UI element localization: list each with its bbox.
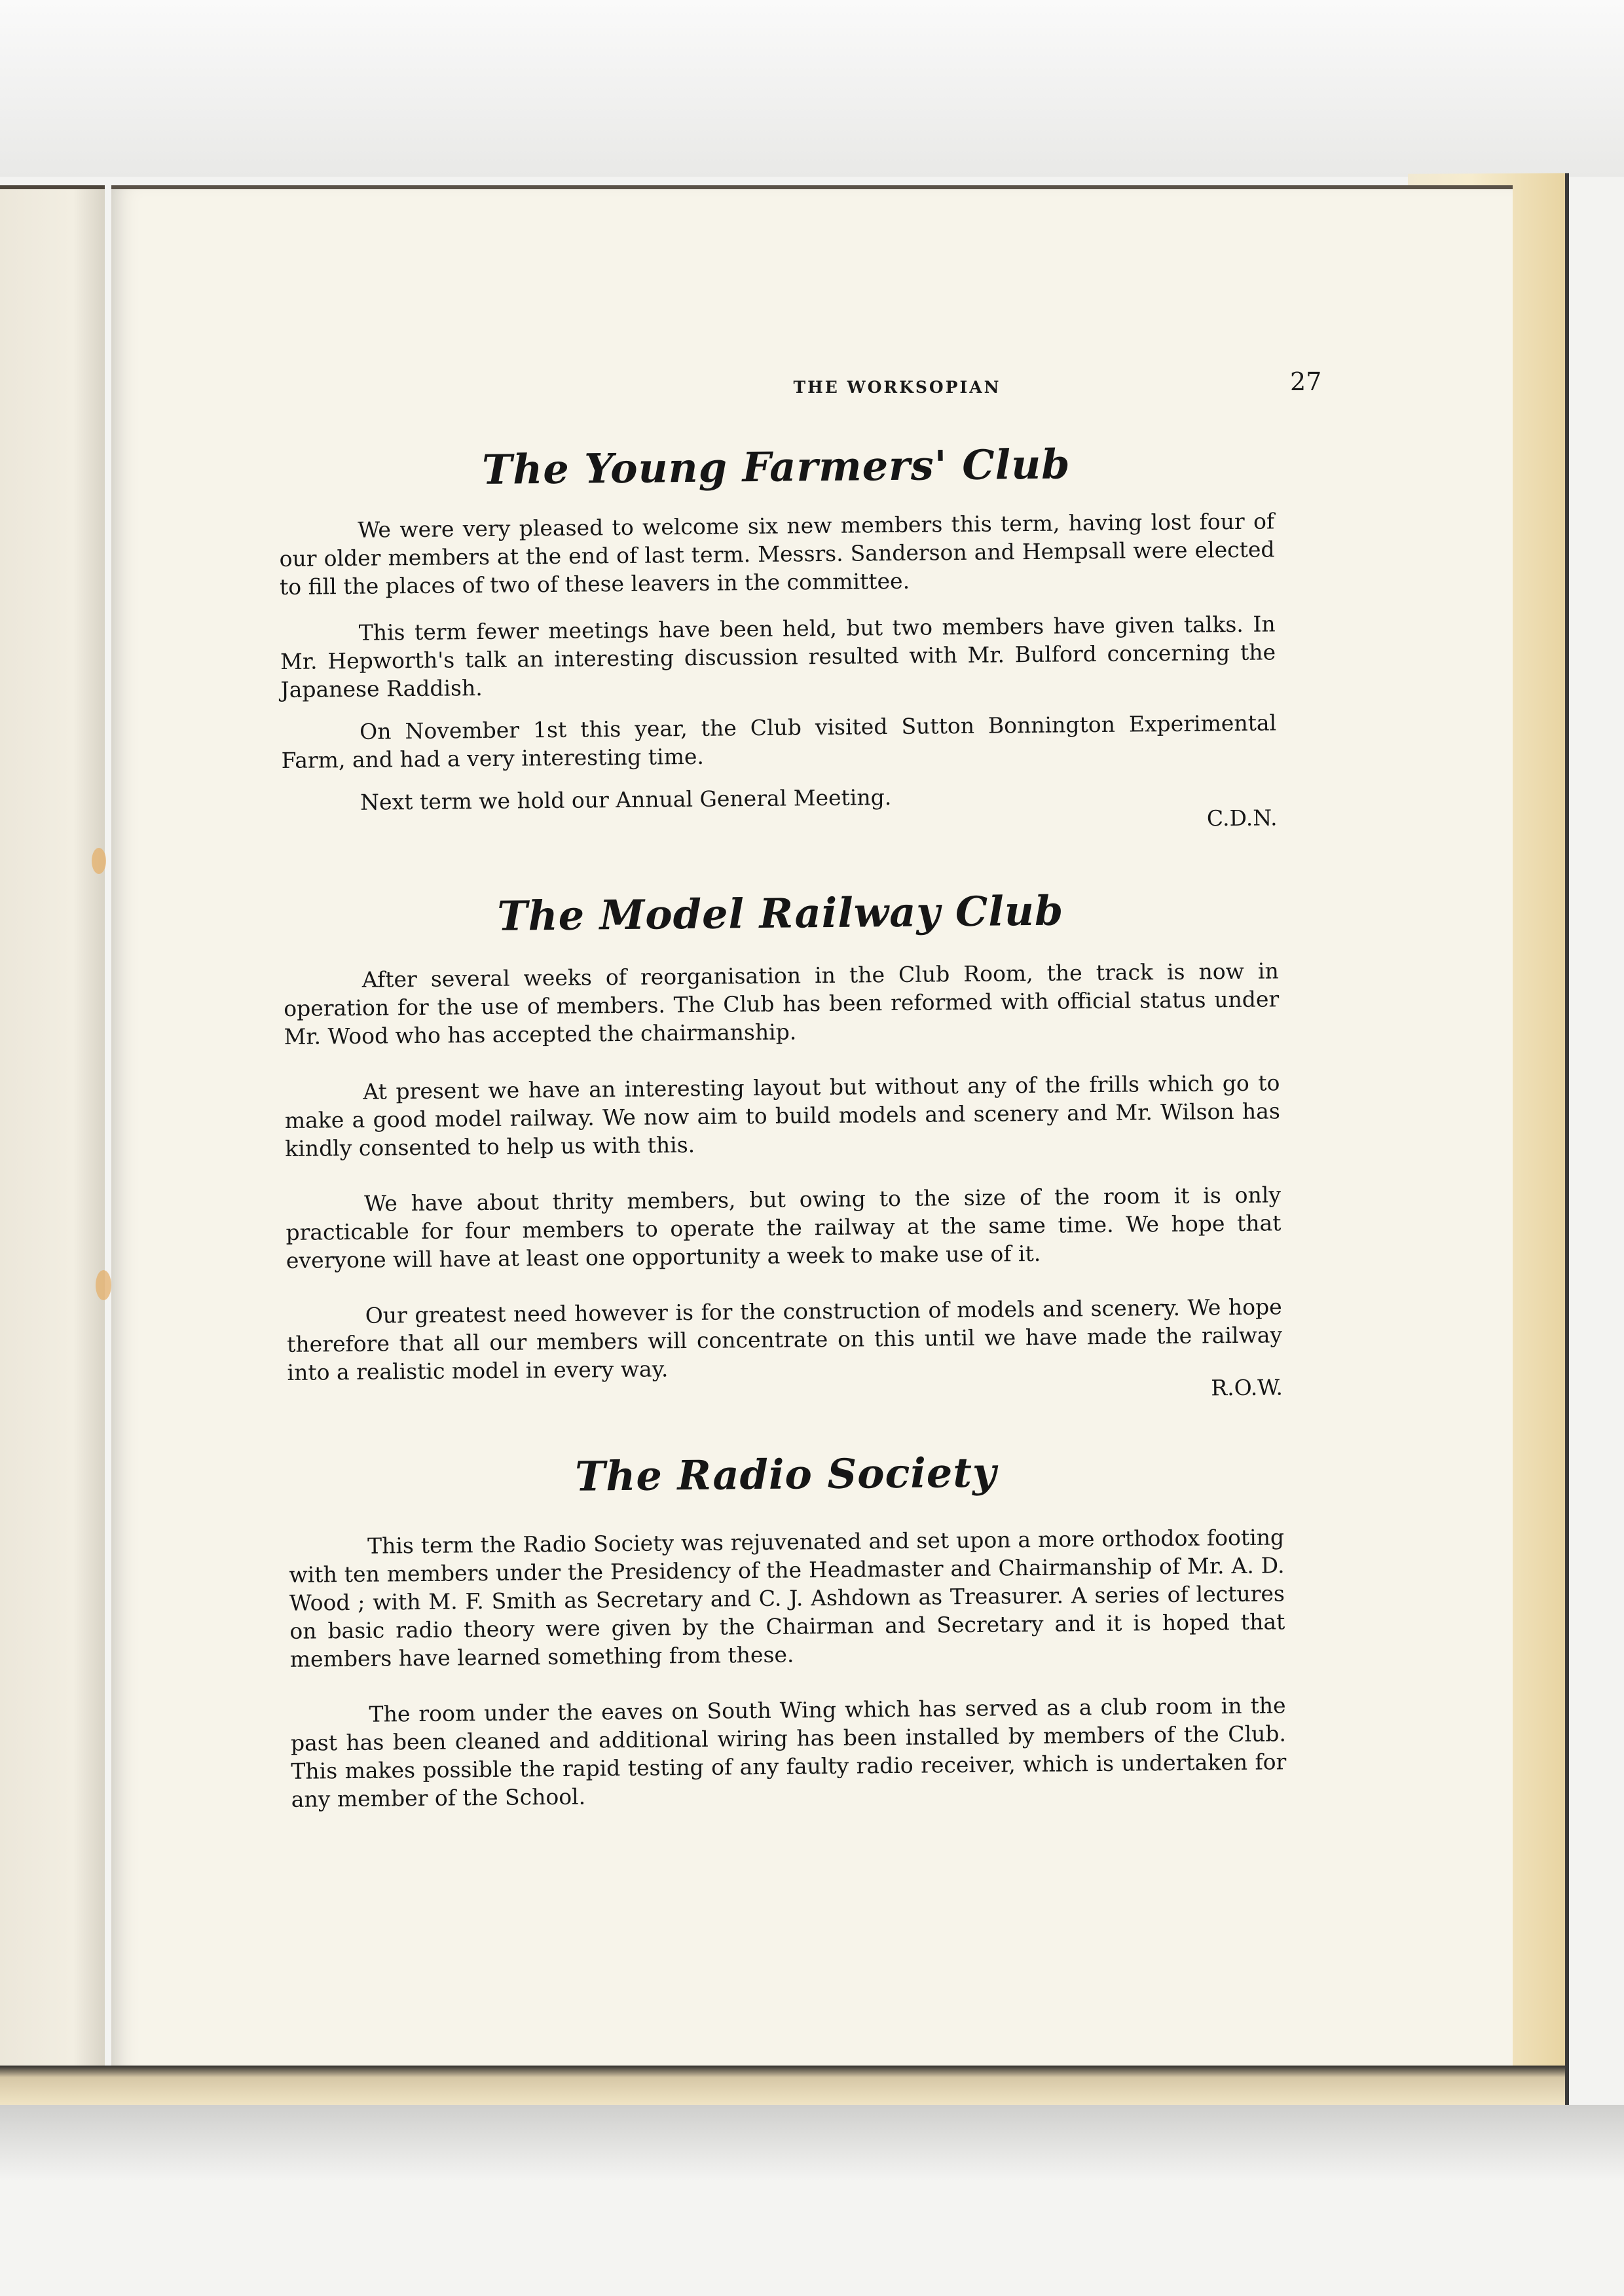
book-bottom-edge [0, 2066, 1565, 2105]
signature: R.O.W. [1211, 1374, 1283, 1401]
running-head: THE WORKSOPIAN [793, 378, 1001, 397]
paragraph: We were very pleased to welcome six new members this term, having lost four of our older members at the end of last term. Messrs. Sanderson and Hempsall were elected to fill the places of two of these leavers in the committee. [279, 508, 1275, 600]
paragraph: Our greatest need however is for the construction of models and scenery. We hope therefore that all our members will concentrate on this until we have made the railway into a realistic model in every way. [286, 1294, 1283, 1385]
paragraph: This term the Radio Society was rejuvenated and set upon a more orthodox footing with ten members under the Presidency of the Headmaster and Chairmanship of Mr. A. D. Wood ; with M. F. Smith as Secretary and C. J. Ashdown as Treasurer. A series of lectures on basic radio theory were given by the Chairman and Secretary and it is hoped that members have learned something from these. [289, 1524, 1285, 1672]
scan-background [0, 0, 1624, 177]
young-farmers-section [278, 438, 1278, 840]
paragraph: We have about thrity members, but owing to the size of the room it is only practicable for four members to operate the railway at the same time. We hope that everyone will have at least one opportunity a week to make use of it. [286, 1182, 1282, 1273]
section-title: The Model Railway Club [497, 886, 1064, 940]
model-railway-section [283, 884, 1283, 1410]
paragraph: Next term we hold our Annual General Meeting. [360, 784, 892, 815]
paragraph: This term fewer meetings have been held, but two members have given talks. In Mr. Hepworth's talk an interesting discussion resulted with Mr. Bulford concerning the Japanese Raddish. [280, 611, 1276, 702]
document-page [111, 185, 1513, 2075]
foxing-stain [92, 848, 106, 874]
paragraph: At present we have an interesting layout but without any of the frills which go to make a good model railway. We now aim to build models and scenery and Mr. Wilson has kindly consented to help us with this. [284, 1070, 1280, 1161]
scan-background-bottom [0, 2105, 1624, 2296]
radio-society-section [288, 1446, 1287, 1813]
paragraph: On November 1st this year, the Club visited Sutton Bonnington Experimental Farm, and had a very interesting time. [281, 710, 1277, 773]
foxing-stain [96, 1270, 111, 1300]
section-title: The Young Farmers' Club [481, 440, 1071, 494]
section-title: The Radio Society [574, 1448, 997, 1501]
page-number: 27 [1290, 367, 1322, 396]
signature: C.D.N. [1206, 805, 1278, 831]
left-page-edge [0, 185, 105, 2107]
paragraph: The room under the eaves on South Wing which has served as a club room in the past has been cleaned and additional wiring has been installed by members of the Club. This makes possible the rapid testing of any faulty radio receiver, which is undertaken for any member of the School. [290, 1692, 1287, 1812]
page-content [278, 438, 1287, 1813]
paragraph: After several weeks of reorganisation in the Club Room, the track is now in operation for the use of members. The Club has been reformed with official status under Mr. Wood who has accepted the chairmanship. [284, 958, 1280, 1049]
